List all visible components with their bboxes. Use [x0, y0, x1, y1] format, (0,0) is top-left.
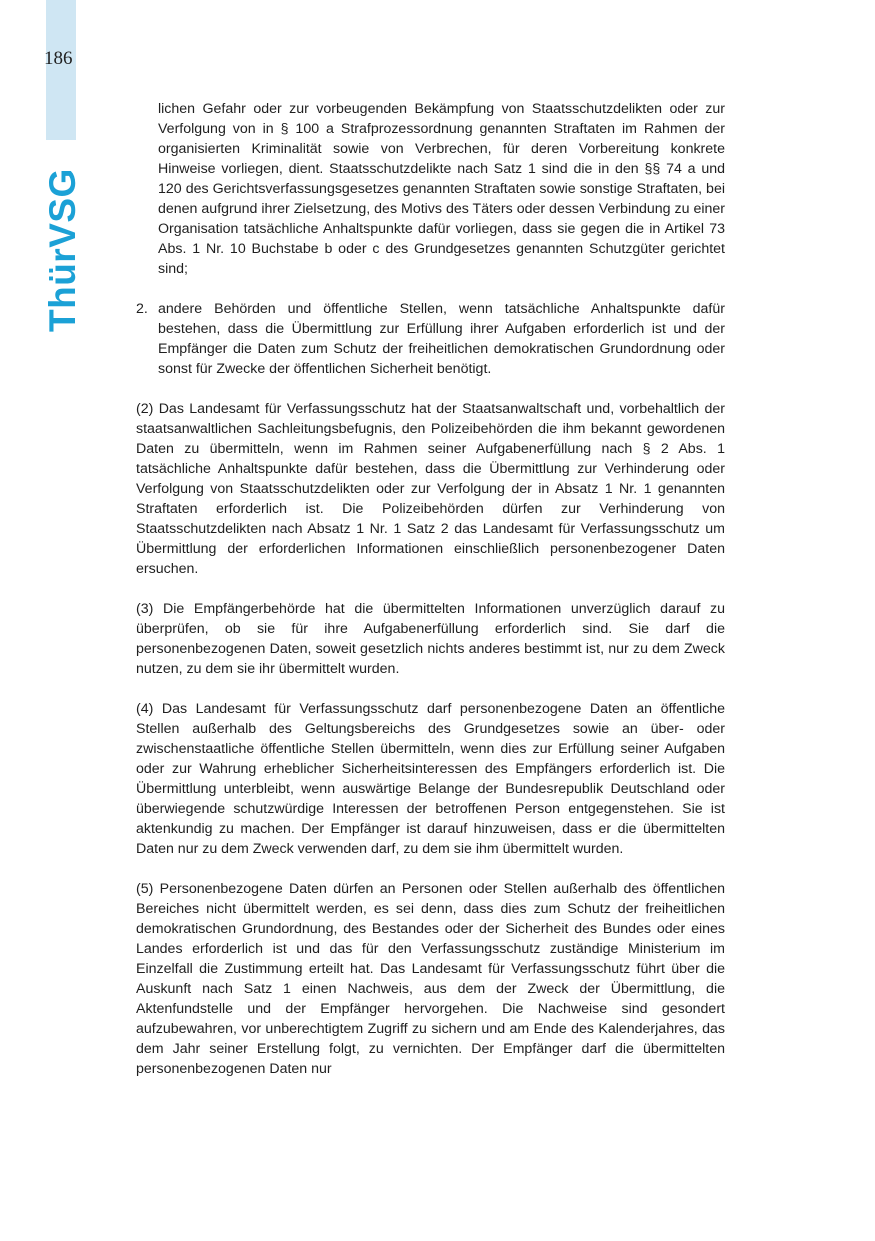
document-body — [136, 99, 725, 1099]
law-title-vertical: ThürVSG — [42, 168, 83, 332]
paragraph-2: (2) Das Landesamt für Verfassungsschutz hat der Staatsanwaltschaft und, vorbehaltlich der staatsanwaltlichen Sachleitungsbefugnis, den Polizeibehörden die ihm bekannt gewordenen Daten zu übermitteln, wenn im Rahmen seiner Aufgabenerfüllung nach § 2 Abs. 1 tatsächliche Anhaltspunkte dafür bestehen, dass die Übermittlung zur Verhinderung oder Verfolgung von Staatsschutzdelikten oder zur Verfolgung der in Absatz 1 Nr. 1 genannten Straftaten erforderlich ist. Die Polizeibehörden dürfen zur Verhinderung von Staatsschutzdelikten nach Absatz 1 Nr. 1 Satz 2 das Landesamt für Verfassungsschutz um Übermittlung der erforderlichen Informationen einschließlich personenbezogener Daten ersuchen. — [136, 401, 725, 577]
item1-continuation: lichen Gefahr oder zur vorbeugenden Bekämpfung von Staatsschutzdelikten oder zur Verfolgung von in § 100 a Strafprozessordnung genannten Straftaten im Rahmen der organisierten Kriminalität sowie von Verbrechen, für deren Vorbereitung konkrete Hinweise vorliegen, dient. Staatsschutzdelikte nach Satz 1 sind die in den §§ 74 a und 120 des Gerichtsverfassungsgesetzes genannten Straftaten sowie sonstige Straftaten, bei denen aufgrund ihrer Zielsetzung, des Motivs des Täters oder dessen Verbindung zu einer Organisation tatsächliche Anhaltspunkte dafür vorliegen, dass sie gegen die in Artikel 73 Abs. 1 Nr. 10 Buchstabe b oder c des Grundgesetzes genannten Schutzgüter gerichtet sind; — [158, 101, 725, 277]
paragraph-5: (5) Personenbezogene Daten dürfen an Personen oder Stellen außerhalb des öffentlichen Bereiches nicht übermittelt werden, es sei denn, dass dies zum Schutz der freiheitlichen demokratischen Grundordnung, des Bestandes oder der Sicherheit des Bundes oder eines Landes erforderlich ist und das für den Verfassungsschutz zuständige Ministerium im Einzelfall die Zustimmung erteilt hat. Das Landesamt für Verfassungsschutz führt über die Auskunft nach Satz 1 einen Nachweis, aus dem der Zweck der Übermittlung, die Aktenfundstelle und der Empfänger hervorgehen. Die Nachweise sind gesondert aufzubewahren, vor unberechtigtem Zugriff zu sichern und am Ende des Kalenderjahres, das dem Jahr seiner Erstellung folgt, zu vernichten. Der Empfänger darf die übermittelten personenbezogenen Daten nur — [136, 881, 725, 1077]
list-item-text: andere Behörden und öffentliche Stellen, wenn tatsächliche Anhaltspunkte dafür bestehen, dass die Übermittlung zur Erfüllung ihrer Aufgaben erforderlich ist und der Empfänger die Daten zum Schutz der freiheitlichen demokratischen Grundordnung oder sonst für Zwecke der öffentlichen Sicherheit benötigt. — [158, 301, 725, 377]
paragraph-3: (3) Die Empfängerbehörde hat die übermittelten Informationen unverzüglich darauf zu überprüfen, ob sie für ihre Aufgabenerfüllung erforderlich sind. Sie darf die personenbezogenen Daten, soweit gesetzlich nichts anderes bestimmt ist, nur zu dem Zweck nutzen, zu dem sie ihr übermittelt wurden. — [136, 601, 725, 677]
paragraph-4: (4) Das Landesamt für Verfassungsschutz darf personenbezogene Daten an öffentliche Stellen außerhalb des Geltungsbereichs des Grundgesetzes sowie an über- oder zwischenstaatliche öffentliche Stellen übermitteln, wenn dies zur Erfüllung seiner Aufgaben oder zur Wahrung erheblicher Sicherheitsinteressen des Empfängers erforderlich ist. Die Übermittlung unterbleibt, wenn auswärtige Belange der Bundesrepublik Deutschland oder überwiegende schutzwürdige Interessen der betroffenen Person entgegenstehen. Sie ist aktenkundig zu machen. Der Empfänger ist darauf hinzuweisen, dass er die übermittelten Daten nur zu dem Zweck verwenden darf, zu dem sie ihm übermittelt wurden. — [136, 701, 725, 857]
side-color-strip — [46, 0, 76, 140]
list-item-number: 2. — [136, 301, 148, 317]
page-number: 186 — [44, 48, 73, 69]
list-item-2 — [136, 299, 725, 379]
